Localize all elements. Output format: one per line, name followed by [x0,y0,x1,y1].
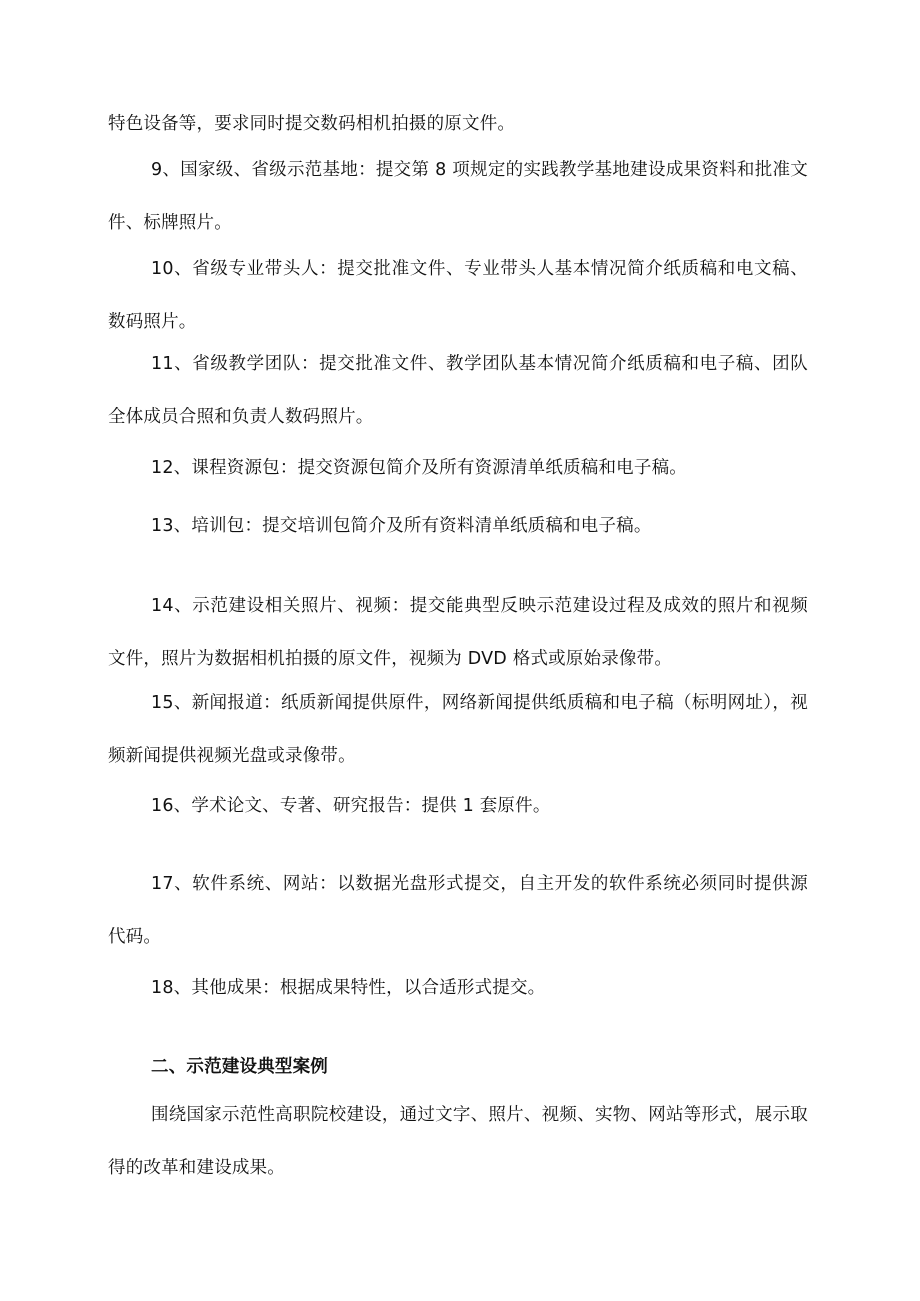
paragraph-item-12: 12、课程资源包：提交资源包简介及所有资源清单纸质稿和电子稿。 [151,458,687,478]
paragraph-continuation: 特色设备等，要求同时提交数码相机拍摄的原文件。 [108,114,516,134]
paragraph-item-11: 11、省级教学团队：提交批准文件、教学团队基本情况简介纸质稿和电子稿、团队全体成员合照和负责人数码照片。 [108,354,808,427]
paragraph-item-9: 9、国家级、省级示范基地：提交第 8 项规定的实践教学基地建设成果资料和批准文件、标牌照片。 [108,160,808,233]
paragraph-item-15: 15、新闻报道：纸质新闻提供原件，网络新闻提供纸质稿和电子稿（标明网址），视频新闻提供视频光盘或录像带。 [108,693,808,766]
paragraph-item-17: 17、软件系统、网站：以数据光盘形式提交，自主开发的软件系统必须同时提供源代码。 [108,874,808,947]
paragraph-item-13: 13、培训包：提交培训包简介及所有资料清单纸质稿和电子稿。 [151,516,652,536]
paragraph-item-16: 16、学术论文、专著、研究报告：提供 1 套原件。 [151,796,551,816]
paragraph-item-18: 18、其他成果：根据成果特性，以合适形式提交。 [151,978,546,998]
paragraph-item-14: 14、示范建设相关照片、视频：提交能典型反映示范建设过程及成效的照片和视频文件，照片为数据相机拍摄的原文件，视频为 DVD 格式或原始录像带。 [108,596,808,669]
paragraph-item-10: 10、省级专业带头人：提交批准文件、专业带头人基本情况简介纸质稿和电文稿、数码照片。 [108,259,808,332]
section-body-paragraph: 围绕国家示范性高职院校建设，通过文字、照片、视频、实物、网站等形式，展示取得的改革和建设成果。 [108,1105,808,1178]
section-heading: 二、示范建设典型案例 [151,1057,328,1077]
